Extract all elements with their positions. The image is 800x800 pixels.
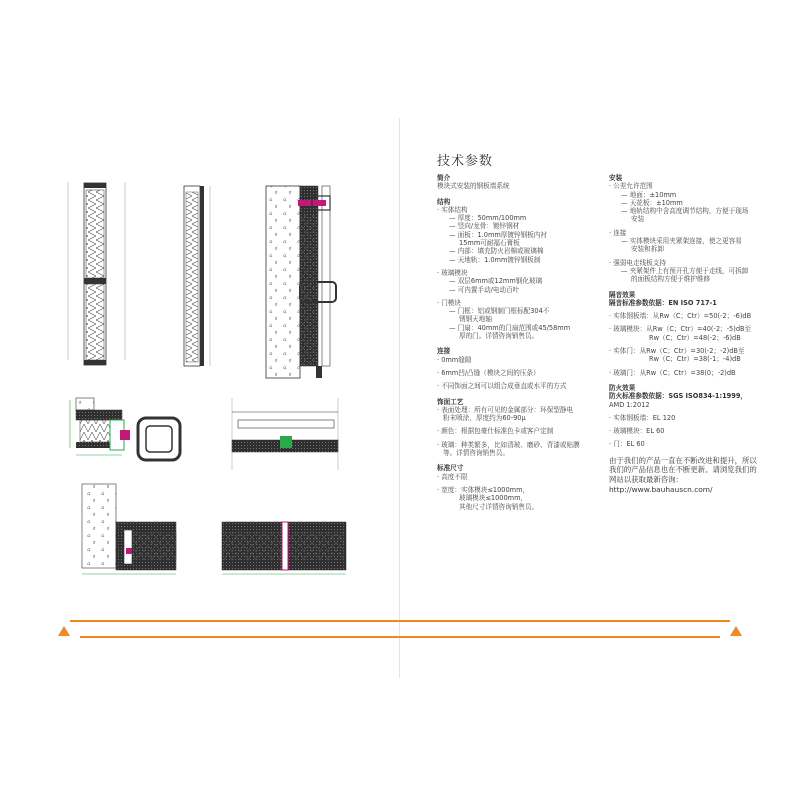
spec-line: · 玻璃门：从Rw（C；Ctr）=38(0；-2)dB <box>609 368 736 377</box>
spec-line: 防火标准参数依据：SGS ISO834-1:1999， <box>609 392 748 401</box>
spec-line: http://www.bauhauscn.com/ <box>609 484 713 494</box>
spec-line: · 实体结构 <box>437 205 468 214</box>
spec-line: 玻璃模块≤1000mm， <box>459 494 528 503</box>
spec-line: · 实体门：从Rw（C；Ctr）=30(-2；-2)dB至 <box>609 347 745 356</box>
spec-line: 网站以获取最新咨询： <box>609 474 683 484</box>
spec-line: 其他尺寸详情咨询销售员。 <box>459 502 539 511</box>
spec-section <box>437 198 580 341</box>
spec-line: · 玻璃模块 <box>437 268 468 277</box>
section-heading: 隔音效果 <box>609 290 636 299</box>
spec-line: — 天花板：±10mm <box>621 198 683 207</box>
spec-line: — 内部：填充防火岩棉或玻璃棉 <box>449 247 544 256</box>
spec-line: · 实体钢板墙：从Rw（C；Ctr）=50(-2；-6)dB <box>609 312 752 321</box>
spec-line: 我们的产品信息也在不断更新。请浏览我们的 <box>609 465 757 475</box>
right-triangle-icon <box>730 626 742 636</box>
spec-section <box>437 398 580 458</box>
spec-line: — 厚度：50mm/100mm <box>449 214 527 223</box>
spec-section <box>609 291 757 377</box>
spec-line: — 天地轨：1.0mm镀锌钢板制 <box>449 255 541 264</box>
page-title: 技术参数 <box>437 154 494 169</box>
section-heading: 连接 <box>437 347 451 356</box>
spec-line: · 不同饰面之间可以组合成垂直或水平的方式 <box>437 382 567 391</box>
elevation-drawing-2 <box>184 186 210 366</box>
spec-section <box>609 456 757 494</box>
section-heading: 安装 <box>609 174 623 182</box>
spec-section <box>609 384 757 449</box>
footer-rule-bottom <box>80 636 720 638</box>
spec-line: — 可内置手动/电动百叶 <box>449 285 520 294</box>
spec-line: — 实体模块采用夹紧架连接，使之更容易 <box>621 237 742 246</box>
plan-detail-wall-section <box>82 484 176 574</box>
section-heading: 简介 <box>437 174 451 182</box>
plan-detail-panels <box>222 522 346 574</box>
spec-line: 安装和拆卸 <box>631 245 664 254</box>
spec-line: 粉末喷涂，厚度约为60-90μ <box>443 414 526 423</box>
section-heading: 标准尺寸 <box>437 464 464 473</box>
spec-line: · 0mm缝隙 <box>437 355 472 364</box>
spec-line: · 玻璃模块：EL 60 <box>609 427 665 436</box>
spec-line: — 面板：1.0mm厚镀锌钢板内衬 <box>449 230 547 239</box>
left-spec-column <box>437 174 580 511</box>
spec-line: · 实体钢板墙：EL 120 <box>609 413 676 422</box>
spec-line: · 6mm凹/凸缝（模块之间的压条） <box>437 368 540 377</box>
spec-line: 由于我们的产品一直在不断改进和提升，所以 <box>609 455 757 465</box>
spec-line: 锈钢天地轴 <box>459 315 492 324</box>
elevation-drawing-3 <box>266 186 336 378</box>
section-heading: 结构 <box>437 197 451 206</box>
section-heading: 防火效果 <box>609 383 636 392</box>
spec-line: 安装 <box>631 215 645 224</box>
spec-section <box>437 464 580 510</box>
plan-detail-joint <box>232 398 338 470</box>
elevation-drawing-1 <box>68 182 125 365</box>
spec-line: Rw（C；Ctr）=38(-1；-4)dB <box>649 355 741 364</box>
spec-line: — 夹紧架件上有预开孔方便于走线，可拆卸 <box>621 266 749 275</box>
spec-line: · 高度不限 <box>437 472 468 481</box>
spec-line: · 公差允许范围 <box>609 182 653 191</box>
spec-line: 厚的门。详情咨询销售员。 <box>459 332 539 341</box>
spec-line: — 双层6mm或12mm钢化玻璃 <box>449 277 543 286</box>
spec-section <box>609 174 757 284</box>
right-spec-column <box>609 174 757 494</box>
spec-line: Rw（C；Ctr）=48(-2；-6)dB <box>649 333 741 342</box>
spec-section <box>437 174 580 191</box>
spec-line: 15mm可耐福石膏板 <box>459 239 520 248</box>
spec-line: · 门模块 <box>437 298 461 307</box>
spec-section <box>437 347 580 390</box>
plan-detail-corner <box>70 398 180 460</box>
spec-line: · 门：EL 60 <box>609 440 645 449</box>
spec-line: 隔音标准参数依据：EN ISO 717-1 <box>609 298 717 307</box>
spec-line: · 连接 <box>609 228 627 237</box>
spec-line: — 地面：±10mm <box>621 190 677 199</box>
left-triangle-icon <box>58 626 70 636</box>
spec-line: 的面板结构方便于维护维修 <box>631 275 711 284</box>
spec-line: 等。详情咨询销售员。 <box>443 449 509 458</box>
spec-line: — 门扇：40mm的门扇范围或45/58mm <box>449 323 571 332</box>
spec-line: — 门框：铝或钢制门框标配304不 <box>449 307 550 316</box>
spec-line: — 竖向/龙骨：镀锌钢材 <box>449 222 520 231</box>
spec-line: — 地轨结构中含高度调节结构，方便于现场 <box>621 207 749 216</box>
section-heading: 饰面工艺 <box>437 397 464 406</box>
footer-rule-top <box>70 620 730 622</box>
spec-line: AMD 1:2012 <box>609 400 650 409</box>
spec-line: · 玻璃：种类繁多，比如清玻、磨砂、背漆或贴膜 <box>437 440 580 449</box>
spec-line: · 颜色：根据包豪仕标准色卡或客户定制 <box>437 427 554 436</box>
spec-line: · 玻璃模块：从Rw（C；Ctr）=40(-2；-5)dB至 <box>609 325 752 334</box>
spec-line: · 强弱电走线板支持 <box>609 258 666 267</box>
spec-line: · 宽度：实体模块≤1000mm， <box>437 485 530 494</box>
spec-line: · 表面处理：所有可见的金属部分：环保型静电 <box>437 405 574 414</box>
spec-line: 模块式安装的钢板墙系统 <box>437 182 510 191</box>
